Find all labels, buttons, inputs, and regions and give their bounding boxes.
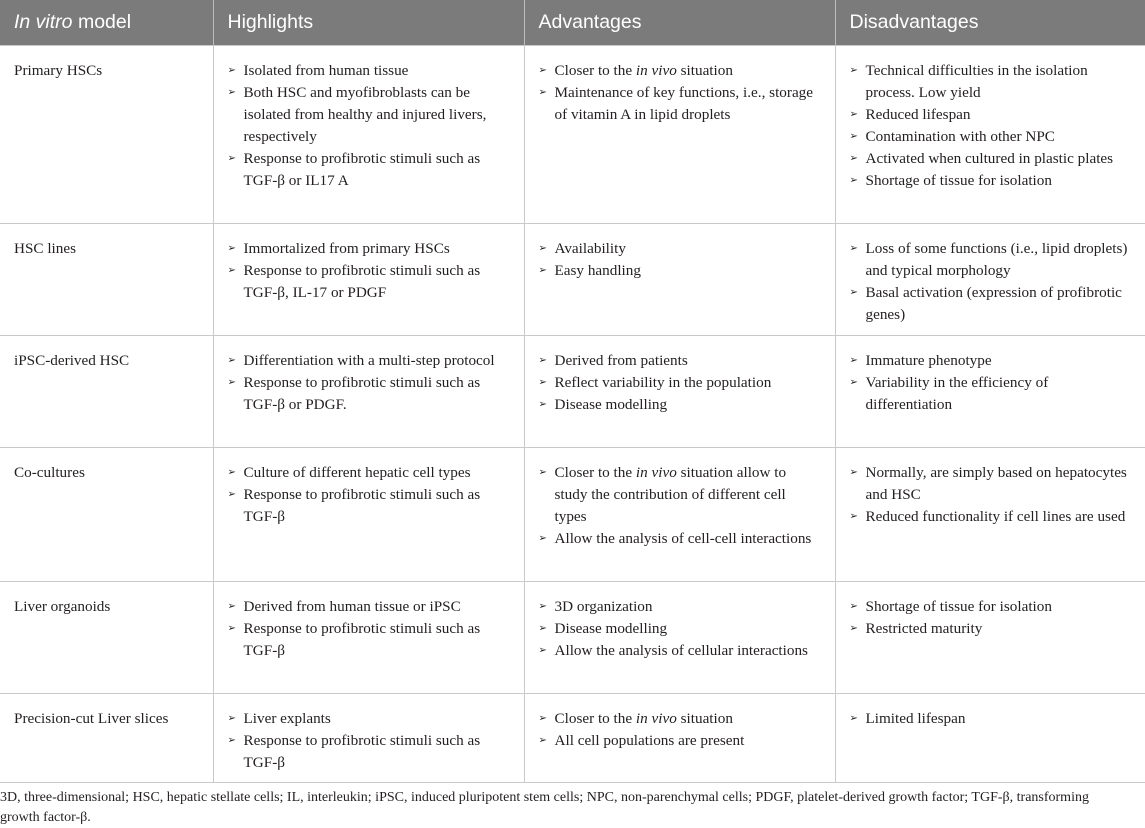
item-text: Limited lifespan	[865, 710, 966, 727]
arrow-bullet-icon: ➢	[227, 735, 236, 746]
arrow-bullet-icon: ➢	[538, 735, 547, 746]
list-item	[850, 462, 1132, 506]
item-text: Maintenance of key functions, i.e., storage of vitamin A in lipid droplets	[554, 84, 814, 123]
list-item	[850, 126, 1132, 148]
item-text: Reduced functionality if cell lines are used	[865, 508, 1126, 525]
list-item	[539, 528, 821, 550]
cell-model: HSC lines	[0, 224, 213, 336]
cell-highlights	[213, 694, 524, 783]
arrow-bullet-icon: ➢	[227, 467, 236, 478]
item-text: Availability	[554, 240, 626, 257]
table-row	[0, 224, 1145, 336]
arrow-bullet-icon: ➢	[538, 355, 547, 366]
arrow-bullet-icon: ➢	[227, 355, 236, 366]
list-item	[228, 372, 510, 416]
arrow-bullet-icon: ➢	[538, 533, 547, 544]
cell-model: Co-cultures	[0, 448, 213, 582]
arrow-bullet-icon: ➢	[849, 243, 858, 254]
list-item	[850, 618, 1132, 640]
item-text: Reduced lifespan	[865, 106, 971, 123]
item-text: Shortage of tissue for isolation	[865, 598, 1052, 615]
list-item	[539, 260, 821, 282]
advantages-list	[539, 708, 821, 752]
item-text: Disease modelling	[554, 396, 668, 413]
list-item	[539, 596, 821, 618]
cell-disadvantages	[835, 448, 1145, 582]
arrow-bullet-icon: ➢	[227, 265, 236, 276]
list-item	[228, 730, 510, 774]
item-text: Liver explants	[243, 710, 331, 727]
arrow-bullet-icon: ➢	[849, 287, 858, 298]
arrow-bullet-icon: ➢	[227, 153, 236, 164]
advantages-list	[539, 238, 821, 282]
list-item	[850, 148, 1132, 170]
arrow-bullet-icon: ➢	[227, 489, 236, 500]
list-item	[539, 350, 821, 372]
arrow-bullet-icon: ➢	[538, 467, 547, 478]
item-text: Technical difficulties in the isolation process. Low yield	[865, 62, 1088, 101]
list-item	[228, 484, 510, 528]
item-text: Basal activation (expression of profibrotic genes)	[865, 284, 1122, 323]
header-advantages: Advantages	[524, 0, 835, 46]
item-text: Both HSC and myofibroblasts can be isolated from healthy and injured livers, respectively	[243, 84, 487, 145]
disadvantages-list	[850, 60, 1132, 192]
item-text: Variability in the efficiency of differentiation	[865, 374, 1049, 413]
list-item	[228, 60, 510, 82]
italic-text: in vivo	[635, 710, 677, 727]
disadvantages-list	[850, 238, 1132, 326]
list-item	[850, 60, 1132, 104]
item-text: Closer to the	[554, 710, 636, 727]
list-item	[539, 730, 821, 752]
arrow-bullet-icon: ➢	[227, 713, 236, 724]
cell-advantages	[524, 694, 835, 783]
list-item	[228, 596, 510, 618]
arrow-bullet-icon: ➢	[538, 645, 547, 656]
list-item	[850, 596, 1132, 618]
list-item	[850, 170, 1132, 192]
arrow-bullet-icon: ➢	[538, 601, 547, 612]
advantages-list	[539, 60, 821, 126]
item-text: Activated when cultured in plastic plates	[865, 150, 1114, 167]
item-text: Response to profibrotic stimuli such as TGF-β, IL-17 or PDGF	[243, 262, 481, 301]
cell-highlights	[213, 448, 524, 582]
cell-disadvantages	[835, 582, 1145, 694]
table-row	[0, 46, 1145, 224]
list-item	[228, 708, 510, 730]
list-item	[850, 708, 1132, 730]
highlights-list	[228, 462, 510, 528]
highlights-list	[228, 60, 510, 192]
arrow-bullet-icon: ➢	[849, 601, 858, 612]
cell-disadvantages	[835, 336, 1145, 448]
list-item	[850, 506, 1132, 528]
item-text: Response to profibrotic stimuli such as TGF-β	[243, 620, 481, 659]
arrow-bullet-icon: ➢	[849, 65, 858, 76]
arrow-bullet-icon: ➢	[849, 623, 858, 634]
item-text: All cell populations are present	[554, 732, 745, 749]
arrow-bullet-icon: ➢	[227, 87, 236, 98]
item-text: Restricted maturity	[865, 620, 983, 637]
list-item	[539, 82, 821, 126]
arrow-bullet-icon: ➢	[538, 265, 547, 276]
advantages-list	[539, 596, 821, 662]
list-item	[228, 618, 510, 662]
list-item	[539, 640, 821, 662]
item-text: Contamination with other NPC	[865, 128, 1055, 145]
cell-advantages	[524, 448, 835, 582]
arrow-bullet-icon: ➢	[227, 243, 236, 254]
cell-highlights	[213, 582, 524, 694]
italic-text: in vivo	[635, 464, 677, 481]
arrow-bullet-icon: ➢	[849, 377, 858, 388]
highlights-list	[228, 350, 510, 416]
cell-model: iPSC-derived HSC	[0, 336, 213, 448]
cell-disadvantages	[835, 694, 1145, 783]
cell-highlights	[213, 336, 524, 448]
item-text: Allow the analysis of cell-cell interactions	[554, 530, 812, 547]
arrow-bullet-icon: ➢	[538, 713, 547, 724]
item-text: Closer to the	[554, 464, 636, 481]
item-text: Disease modelling	[554, 620, 668, 637]
item-text: Response to profibrotic stimuli such as TGF-β or PDGF.	[243, 374, 481, 413]
cell-disadvantages	[835, 46, 1145, 224]
list-item	[539, 708, 821, 730]
item-text: Response to profibrotic stimuli such as TGF-β or IL17 A	[243, 150, 481, 189]
list-item	[228, 350, 510, 372]
arrow-bullet-icon: ➢	[227, 623, 236, 634]
arrow-bullet-icon: ➢	[849, 713, 858, 724]
item-text: Reflect variability in the population	[554, 374, 772, 391]
list-item	[539, 238, 821, 260]
disadvantages-list	[850, 596, 1132, 640]
arrow-bullet-icon: ➢	[227, 65, 236, 76]
cell-highlights	[213, 224, 524, 336]
table-header	[0, 0, 1145, 46]
disadvantages-list	[850, 708, 1132, 730]
item-text: situation	[676, 62, 733, 79]
table-body	[0, 46, 1145, 783]
cell-model: Precision-cut Liver slices	[0, 694, 213, 783]
cell-advantages	[524, 224, 835, 336]
arrow-bullet-icon: ➢	[849, 109, 858, 120]
table-row	[0, 694, 1145, 783]
item-text: Normally, are simply based on hepatocytes and HSC	[865, 464, 1127, 503]
item-text: Derived from human tissue or iPSC	[243, 598, 461, 615]
highlights-list	[228, 708, 510, 774]
table-row	[0, 448, 1145, 582]
arrow-bullet-icon: ➢	[538, 399, 547, 410]
item-text: Isolated from human tissue	[243, 62, 409, 79]
arrow-bullet-icon: ➢	[849, 355, 858, 366]
list-item	[850, 350, 1132, 372]
list-item	[850, 372, 1132, 416]
item-text: Immortalized from primary HSCs	[243, 240, 450, 257]
item-text: Response to profibrotic stimuli such as TGF-β	[243, 732, 481, 771]
list-item	[539, 394, 821, 416]
arrow-bullet-icon: ➢	[849, 467, 858, 478]
header-disadvantages: Disadvantages	[835, 0, 1145, 46]
item-text: situation allow to study the contribution of different cell types	[554, 464, 787, 525]
item-text: Shortage of tissue for isolation	[865, 172, 1052, 189]
arrow-bullet-icon: ➢	[227, 377, 236, 388]
arrow-bullet-icon: ➢	[538, 65, 547, 76]
item-text: Easy handling	[554, 262, 641, 279]
header-model-rest: model	[72, 11, 132, 33]
list-item	[539, 618, 821, 640]
arrow-bullet-icon: ➢	[538, 87, 547, 98]
cell-highlights	[213, 46, 524, 224]
cell-disadvantages	[835, 224, 1145, 336]
item-text: Allow the analysis of cellular interactions	[554, 642, 808, 659]
item-text: Derived from patients	[554, 352, 688, 369]
item-text: Response to profibrotic stimuli such as TGF-β	[243, 486, 481, 525]
item-text: Loss of some functions (i.e., lipid droplets) and typical morphology	[865, 240, 1128, 279]
list-item	[850, 238, 1132, 282]
header-highlights: Highlights	[213, 0, 524, 46]
disadvantages-list	[850, 462, 1132, 528]
list-item	[228, 238, 510, 260]
arrow-bullet-icon: ➢	[538, 243, 547, 254]
arrow-bullet-icon: ➢	[849, 511, 858, 522]
item-text: Differentiation with a multi-step protocol	[243, 352, 495, 369]
cell-advantages	[524, 46, 835, 224]
header-model-italic: In vitro	[14, 11, 73, 33]
arrow-bullet-icon: ➢	[538, 623, 547, 634]
arrow-bullet-icon: ➢	[538, 377, 547, 388]
cell-model: Liver organoids	[0, 582, 213, 694]
list-item	[850, 104, 1132, 126]
cell-advantages	[524, 582, 835, 694]
highlights-list	[228, 238, 510, 304]
advantages-list	[539, 350, 821, 416]
cell-advantages	[524, 336, 835, 448]
table-footnote: 3D, three-dimensional; HSC, hepatic stellate cells; IL, interleukin; iPSC, induced pluripotent stem cells; NPC, non-parenchymal cells; PDGF, platelet-derived growth factor; TGF-β, transforming growth factor-β.	[0, 790, 1089, 825]
list-item	[228, 260, 510, 304]
arrow-bullet-icon: ➢	[849, 175, 858, 186]
item-text: 3D organization	[554, 598, 653, 615]
list-item	[228, 462, 510, 484]
arrow-bullet-icon: ➢	[849, 153, 858, 164]
disadvantages-list	[850, 350, 1132, 416]
table-row	[0, 582, 1145, 694]
header-model	[0, 0, 213, 46]
arrow-bullet-icon: ➢	[849, 131, 858, 142]
cell-model: Primary HSCs	[0, 46, 213, 224]
item-text: situation	[676, 710, 733, 727]
advantages-list	[539, 462, 821, 550]
list-item	[539, 372, 821, 394]
list-item	[228, 148, 510, 192]
list-item	[228, 82, 510, 148]
list-item	[539, 462, 821, 528]
highlights-list	[228, 596, 510, 662]
item-text: Culture of different hepatic cell types	[243, 464, 471, 481]
list-item	[539, 60, 821, 82]
arrow-bullet-icon: ➢	[227, 601, 236, 612]
item-text: Immature phenotype	[865, 352, 992, 369]
item-text: Closer to the	[554, 62, 636, 79]
italic-text: in vivo	[635, 62, 677, 79]
table-row	[0, 336, 1145, 448]
list-item	[850, 282, 1132, 326]
